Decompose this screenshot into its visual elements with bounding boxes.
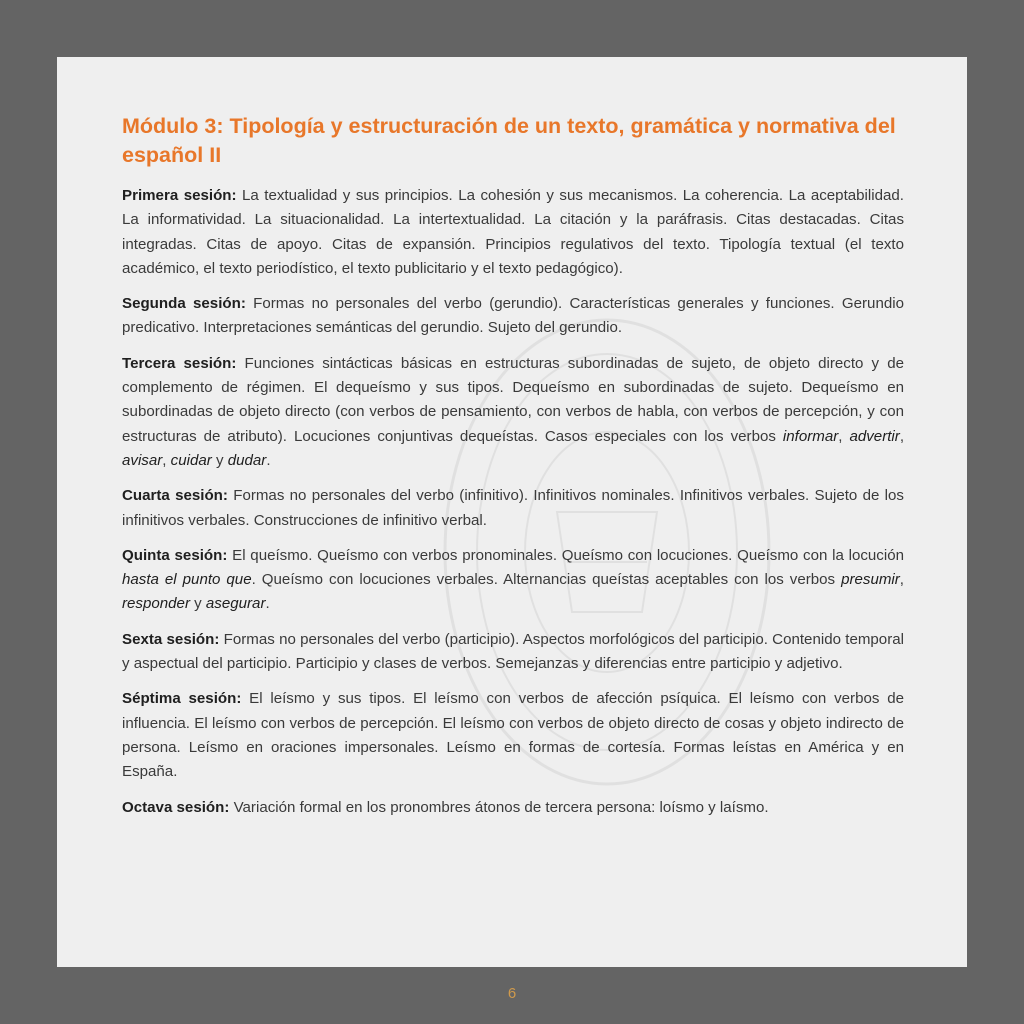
session-label: Séptima sesión: [122,690,242,708]
sessions-list [122,184,904,820]
session-paragraph [122,687,904,784]
session-paragraph [122,484,904,533]
session-text: . [266,451,271,469]
session-paragraph [122,292,904,341]
session-label: Cuarta sesión: [122,487,228,505]
session-text: y [189,595,206,613]
verb-term: avisar [122,451,163,469]
session-text: El queísmo. Queísmo con verbos pronominales. Queísmo con locuciones. Queísmo con la locución [232,546,904,564]
session-label: Sexta sesión: [122,630,220,648]
session-text: , [899,571,904,589]
session-text: , [899,427,905,445]
session-paragraph [122,544,904,617]
session-text: , [162,451,171,469]
session-label: Quinta sesión: [122,546,228,564]
verb-term: asegurar [205,595,266,613]
session-text: y [211,451,228,469]
session-label: Segunda sesión: [122,295,246,313]
session-text: . Queísmo con locuciones verbales. Alternancias queístas aceptables con los verbos [251,571,842,589]
verb-term: presumir [841,571,900,589]
page-number: 6 [507,985,517,1002]
verb-term: responder [122,595,190,613]
session-label: Octava sesión: [122,798,230,816]
verb-term: advertir [849,427,900,445]
session-text: El leísmo y sus tipos. El leísmo con verbos de afección psíquica. El leísmo con verbos de influencia. El leísmo con verbos de percepción. El leísmo con verbos de objeto directo de cosas y objeto indirecto de persona. Leísmo en oraciones impersonales. Leísmo en formas de cortesía. Formas leístas en América y en España. [122,690,904,781]
verb-term: dudar [227,451,267,469]
verb-term: cuidar [170,451,212,469]
session-text: Funciones sintácticas básicas en estructuras subordinadas de sujeto, de objeto directo y de complemento de régimen. El dequeísmo y sus tipos. Dequeísmo en subordinadas de sujeto. Dequeísmo en subordinadas de objeto directo (con verbos de pensamiento, con verbos de habla, con verbos de percepción, y con estructuras de atributo). Locuciones conjuntivas dequeístas. Casos especiales con los verbos [122,354,905,445]
document-page [57,57,967,967]
session-text: Formas no personales del verbo (infinitivo). Infinitivos nominales. Infinitivos verbales. Sujeto de los infinitivos verbales. Construcciones de infinitivo verbal. [122,487,904,529]
module-title: Módulo 3: Tipología y estructuración de un texto, gramática y normativa del español II [122,114,896,167]
session-label: Tercera sesión: [122,354,237,372]
session-text: Formas no personales del verbo (participio). Aspectos morfológicos del participio. Contenido temporal y aspectual del participio. Participio y clases de verbos. Semejanzas y diferencias entre participio y adjetivo. [122,630,904,673]
session-label: Primera sesión: [122,187,237,204]
session-text: . [265,595,270,613]
document-content [122,112,904,831]
verb-term: hasta el punto que [122,571,252,589]
session-text: Variación formal en los pronombres átonos de tercera persona: loísmo y laísmo. [233,798,769,816]
session-paragraph [122,352,904,473]
session-text: , [838,427,850,445]
verb-term: informar [782,427,839,445]
session-paragraph [122,628,904,677]
session-text: La textualidad y sus principios. La cohesión y sus mecanismos. La coherencia. La aceptabilidad. La informatividad. La situacionalidad. La intertextualidad. La citación y la paráfrasis. Citas destacadas. Citas integradas. Citas de apoyo. Citas de expansión. Principios regulativos del texto. Tipología textual (el texto académico, el texto periodístico, el texto publicitario y el texto pedagógico). [122,187,904,277]
session-paragraph [122,184,904,281]
session-text: Formas no personales del verbo (gerundio). Características generales y funciones. Gerundio predicativo. Interpretaciones semánticas del gerundio. Sujeto del gerundio. [122,295,904,337]
session-paragraph [122,796,904,820]
